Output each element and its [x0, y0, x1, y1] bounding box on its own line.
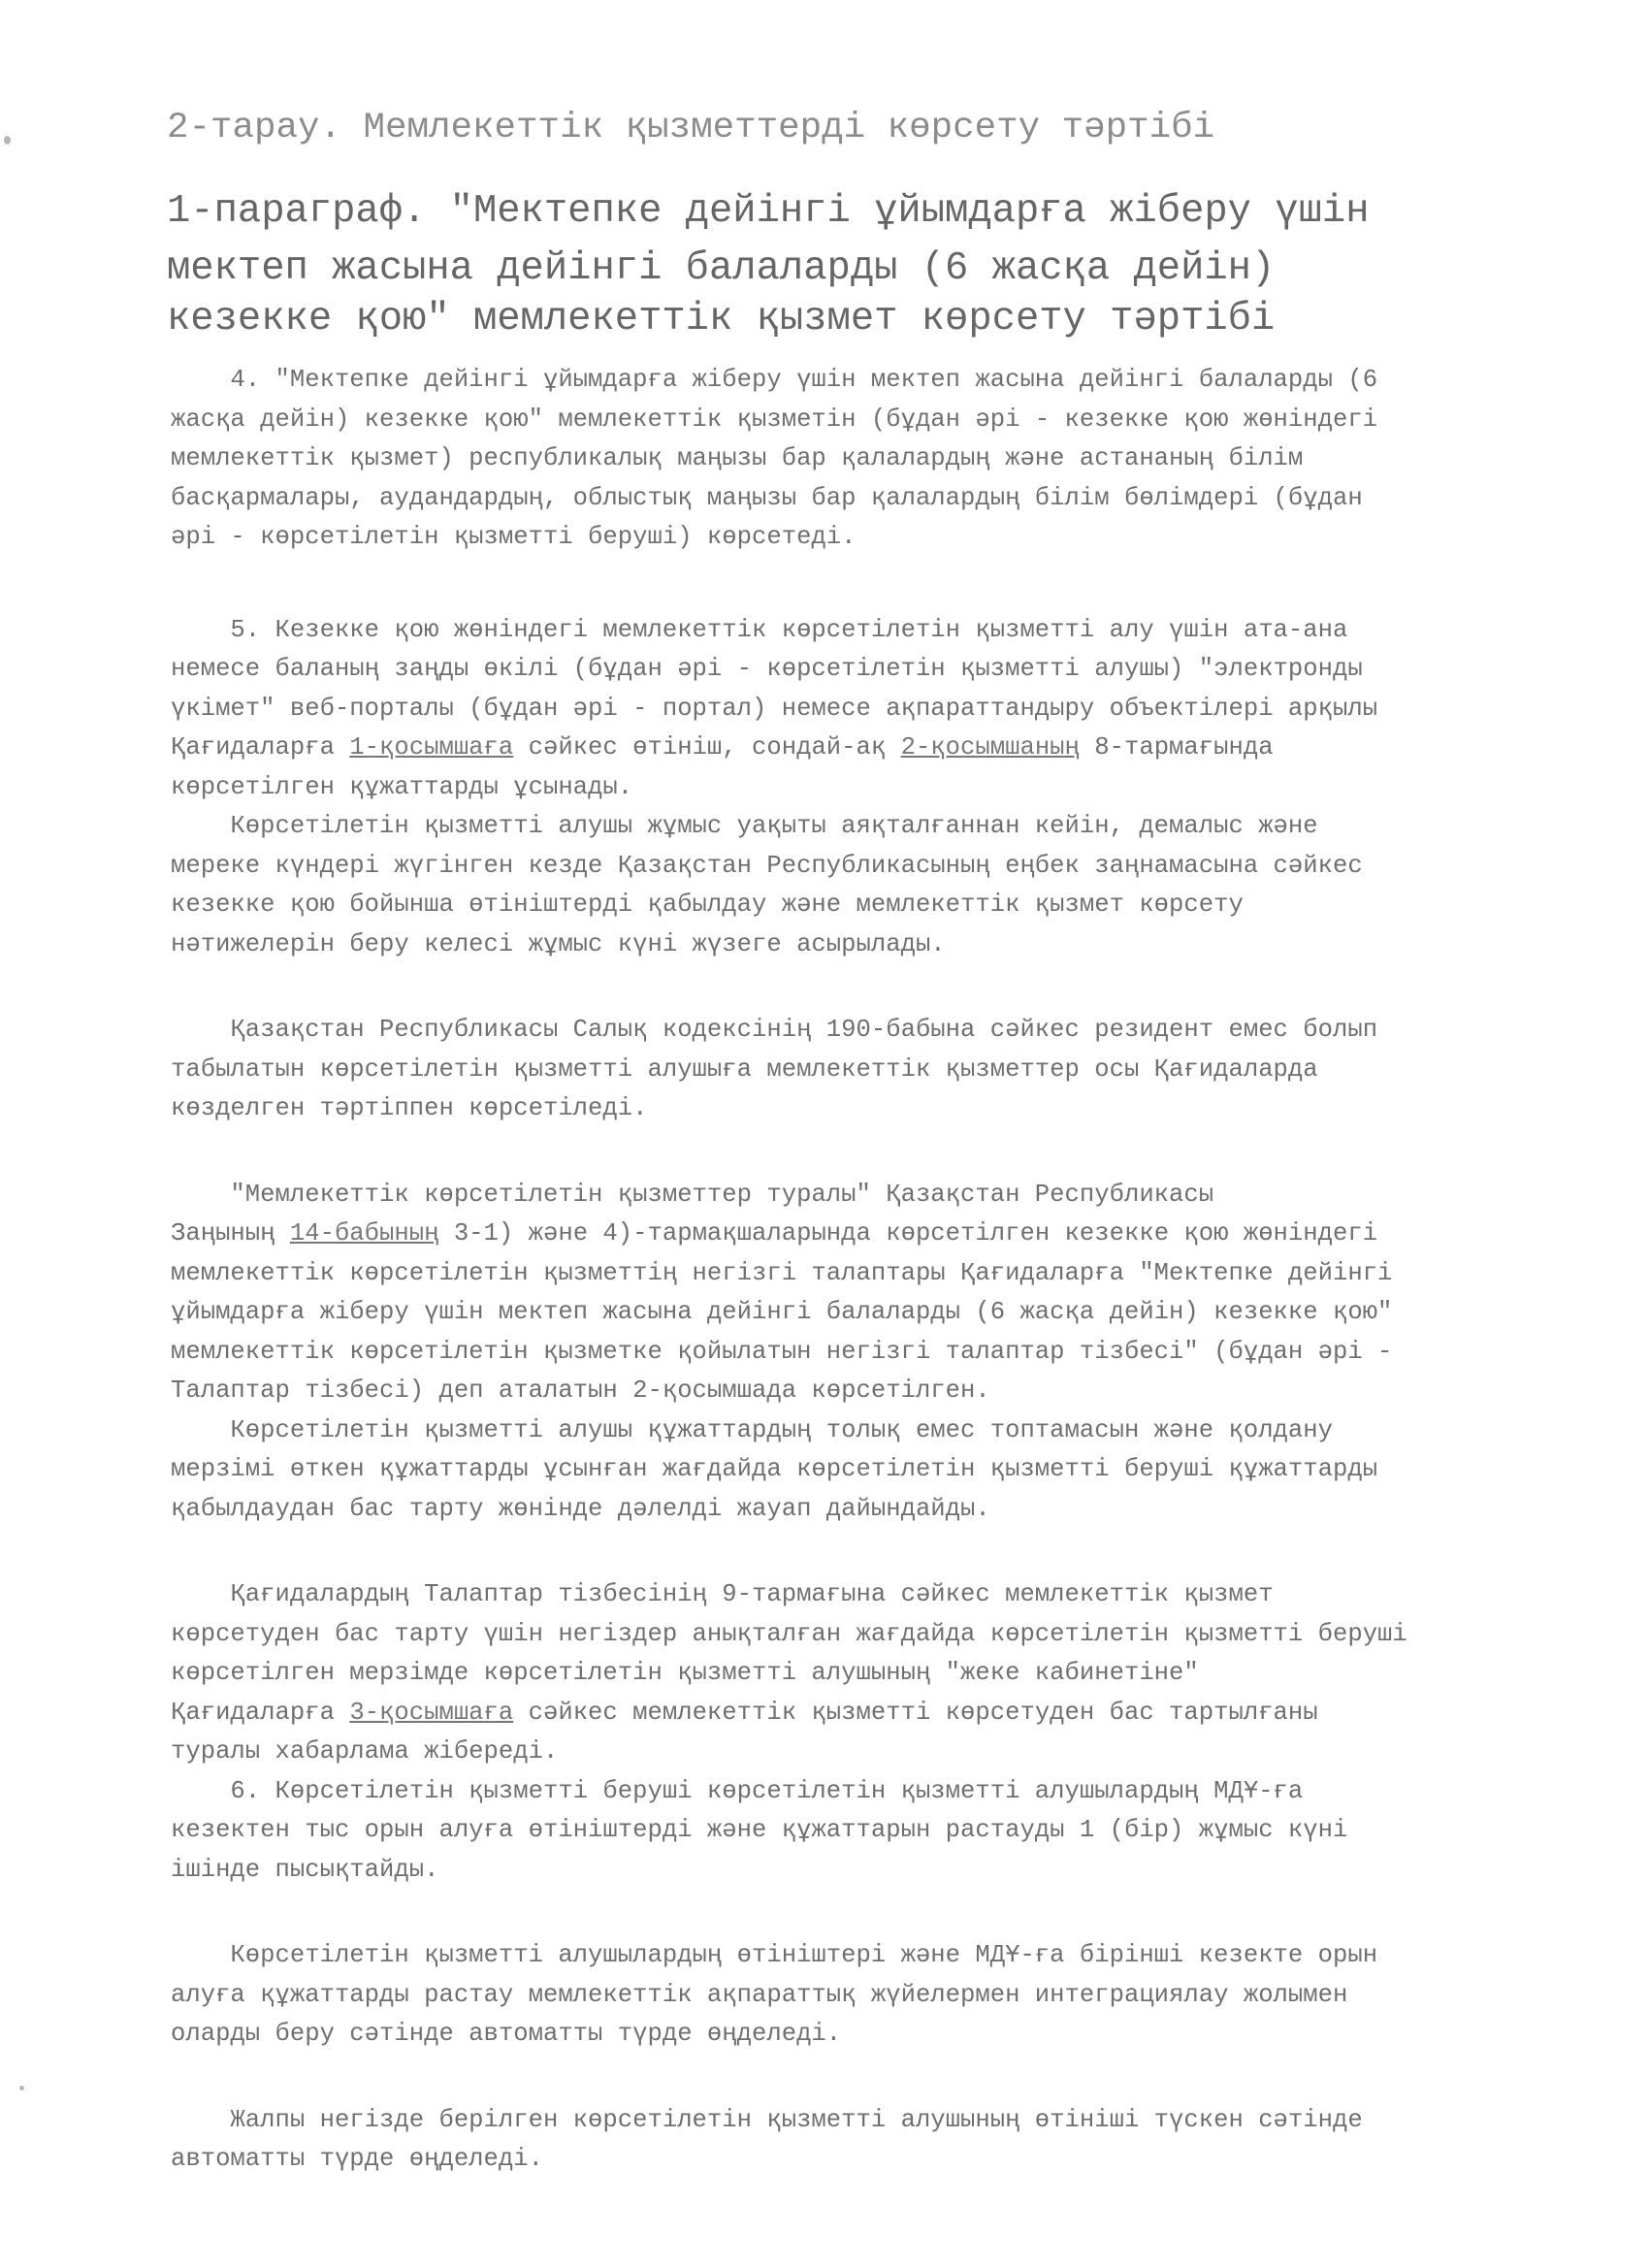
text-line — [171, 1694, 1568, 1733]
paragraph-general-basis — [171, 2101, 1568, 2180]
text-line: көзделген тәртіппен көрсетіледі. — [171, 1094, 648, 1122]
text-line: үкімет" веб-порталы (бұдан әрі - портал) немесе ақпараттандыру объектілері арқылы — [171, 694, 1378, 723]
text-line: мемлекеттік көрсетілетін қызметке қойылатын негізгі талаптар тізбесі" (бұдан әрі - — [171, 1337, 1393, 1366]
article-14-link[interactable]: 14-бабының — [289, 1219, 439, 1247]
paragraph-6 — [171, 1772, 1568, 1891]
text-line: мереке күндері жүгінген кезде Қазақстан Республикасының еңбек заңнамасына сәйкес — [171, 851, 1363, 880]
paragraph-incomplete-documents — [171, 1411, 1568, 1530]
text-line — [171, 1215, 1568, 1254]
text-line: Көрсетілетін қызметті алушы жұмыс уақыты аяқталғаннан кейін, демалыс және — [171, 812, 1318, 840]
text-fragment: 8-тармағында — [1079, 733, 1274, 761]
text-fragment: сәйкес мемлекеттік қызметті көрсетуден бас тартылғаны — [513, 1698, 1318, 1727]
text-line: Қазақстан Республикасы Салық кодексінің 190-бабына сәйкес резидент емес болып — [171, 1016, 1378, 1044]
appendix-2-link[interactable]: 2-қосымшаның — [900, 733, 1080, 761]
text-line: мемлекеттік көрсетілетін қызметтің негізгі талаптары Қағидаларға "Мектепке дейінгі — [171, 1258, 1393, 1287]
text-line: немесе баланың заңды өкілі (бұдан әрі - көрсетілетін қызметті алушы) "электронды — [171, 655, 1363, 683]
paragraph-4 — [171, 361, 1568, 558]
paragraph-refusal — [171, 1575, 1568, 1772]
text-line: Көрсетілетін қызметті алушы құжаттардың толық емес топтамасын және қолдану — [171, 1415, 1333, 1444]
document-body — [171, 361, 1568, 2180]
text-line: 5. Кезекке қою жөніндегі мемлекеттік көрсетілетін қызметті алу үшін ата-ана — [171, 615, 1348, 644]
text-line: көрсетілген құжаттарды ұсынады. — [171, 772, 633, 801]
text-line: көрсетуден бас тарту үшін негіздер анықталған жағдайда көрсетілетін қызметті беруші — [171, 1619, 1407, 1648]
text-line: табылатын көрсетілетін қызметті алушыға мемлекеттік қызметтер осы Қағидаларда — [171, 1054, 1318, 1084]
text-line: басқармалары, аудандардың, облыстық маңызы бар қалалардың білім бөлімдері (бұдан — [171, 483, 1363, 512]
text-line — [171, 729, 1568, 768]
text-line: Көрсетілетін қызметті алушылардың өтініштері және МДҰ-ға бірінші кезекте орын — [171, 1941, 1378, 1969]
text-fragment: Заңының — [171, 1219, 290, 1247]
text-line: көрсетілген мерзімде көрсетілетін қызметті алушының "жеке кабинетіне" — [171, 1659, 1199, 1687]
chapter-title: 2-тарау. Мемлекеттік қызметтерді көрсету тәртібі — [167, 108, 1215, 148]
text-line: туралы хабарлама жібереді. — [171, 1737, 559, 1766]
text-line: қабылдаудан бас тарту жөнінде дәлелді жауап дайындайды. — [171, 1494, 990, 1523]
text-line: алуға құжаттарды растау мемлекеттік ақпараттық жүйелермен интеграциялау жолымен — [171, 1980, 1348, 2009]
paragraph-tax-code — [171, 1011, 1568, 1129]
text-line: ішінде пысықтайды. — [171, 1855, 439, 1884]
text-line: кезекке қою бойынша өтініштерді қабылдау және мемлекеттік қызмет көрсету — [171, 891, 1244, 919]
text-line: автоматты түрде өңделеді. — [171, 2145, 543, 2173]
paragraph-title-line-1: 1-параграф. "Мектепке дейінгі ұйымдарға жіберу үшін — [167, 189, 1370, 234]
text-fragment: сәйкес өтініш, сондай-ақ — [513, 733, 901, 761]
text-fragment: Қағидаларға — [171, 733, 350, 761]
text-line: жасқа дейін) кезекке қою" мемлекеттік қызметін (бұдан әрі - кезекке қою жөніндегі — [171, 405, 1378, 434]
text-line: Талаптар тізбесі) деп аталатын 2-қосымшада көрсетілген. — [171, 1377, 990, 1405]
text-fragment: Қағидаларға — [171, 1698, 350, 1727]
appendix-1-link[interactable]: 1-қосымшаға — [349, 733, 514, 761]
paragraph-law-reference — [171, 1176, 1568, 1411]
text-line: мемлекеттік қызмет) республикалық маңызы бар қалалардың және астананың білім — [171, 444, 1304, 472]
text-line: мерзімі өткен құжаттарды ұсынған жағдайда көрсетілетін қызметті беруші құжаттарды — [171, 1455, 1378, 1483]
paragraph-first-queue — [171, 1936, 1568, 2055]
text-line: "Мемлекеттік көрсетілетін қызметтер туралы" Қазақстан Республикасы — [171, 1180, 1214, 1209]
paragraph-after-hours — [171, 807, 1568, 964]
text-line: Қағидалардың Талаптар тізбесінің 9-тармағына сәйкес мемлекеттік қызмет — [171, 1580, 1274, 1608]
paragraph-5 — [171, 611, 1568, 808]
text-line: Жалпы негізде берілген көрсетілетін қызметті алушының өтініші түскен сәтінде — [171, 2105, 1363, 2134]
text-line: кезектен тыс орын алуға өтініштерді және құжаттарын растауды 1 (бір) жұмыс күні — [171, 1816, 1348, 1844]
text-line: оларды беру сәтінде автоматты түрде өңделеді. — [171, 2020, 842, 2048]
text-line: 6. Көрсетілетін қызметті беруші көрсетілетін қызметті алушылардың МДҰ-ға — [171, 1776, 1304, 1805]
text-fragment: 3-1) және 4)-тармақшаларында көрсетілген кезекке қою жөніндегі — [438, 1219, 1378, 1247]
appendix-3-link[interactable]: 3-қосымшаға — [349, 1698, 514, 1727]
scan-speck — [4, 136, 11, 145]
text-line: әрі - көрсетілетін қызметті беруші) көрсетеді. — [171, 523, 857, 551]
text-line: ұйымдарға жіберу үшін мектеп жасына дейінгі балаларды (6 жасқа дейін) кезекке қою" — [171, 1298, 1393, 1326]
text-line: 4. "Мектепке дейінгі ұйымдарға жіберу үшін мектеп жасына дейінгі балаларды (6 — [171, 366, 1378, 394]
paragraph-title-line-2: мектеп жасына дейінгі балаларды (6 жасқа дейін) — [167, 246, 1276, 291]
text-line: нәтижелерін беру келесі жұмыс күні жүзеге асырылады. — [171, 929, 946, 958]
paragraph-title-line-3: кезекке қою" мемлекеттік қызмет көрсету тәртібі — [167, 297, 1276, 341]
scan-speck — [19, 2086, 24, 2090]
